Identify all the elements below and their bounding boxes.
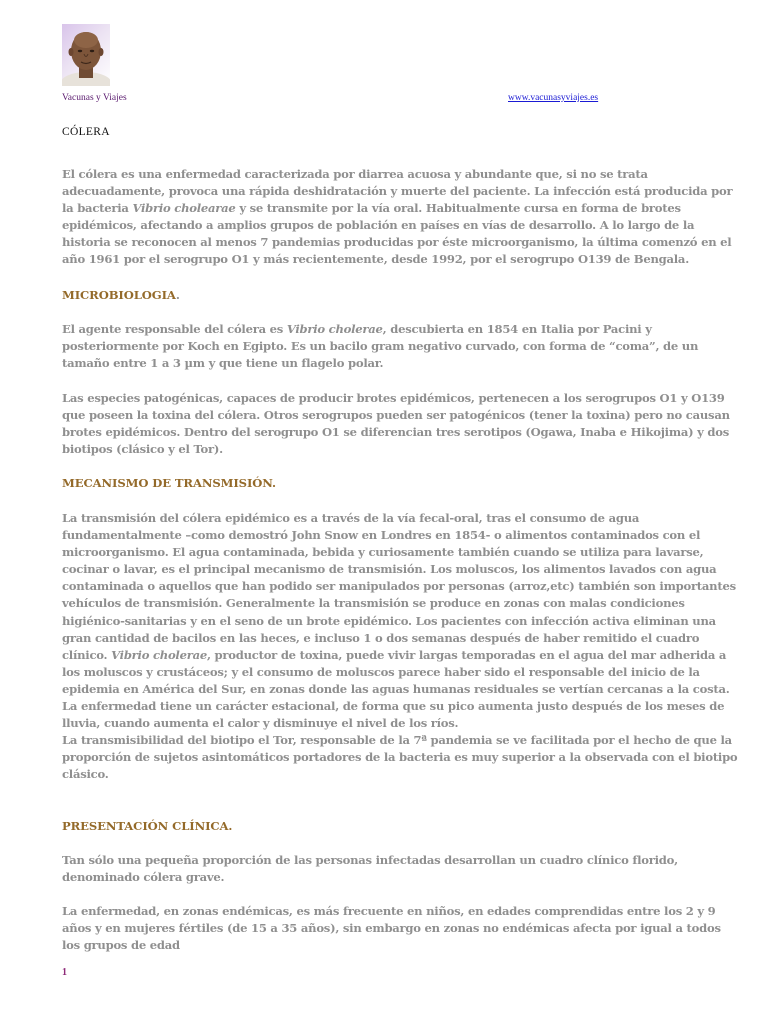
- transmision-paragraph-1: [62, 510, 742, 732]
- micro-p1-italic-species: Vibrio cholerae: [286, 322, 383, 336]
- site-url-link[interactable]: www.vacunasyviajes.es: [508, 93, 599, 103]
- portrait-image: [62, 24, 110, 86]
- section-heading-clinica: PRESENTACIÓN CLÍNICA.: [62, 819, 233, 833]
- trans-p2-text: La transmisibilidad del biotipo el Tor, responsable de la 7ª pandemia se ve facilitada por el hecho de que la proporción de sujetos asintomáticos portadores de la bacteria es muy superior a la observada con el biotipo clásico.: [62, 733, 738, 782]
- micro-p1-text-2: , descubierta en 1854 en Italia por Pacini y posteriormente por Koch en Egipto. Es un bacilo gram negativo curvado, con forma de “coma”, de un tamaño entre 1 a 3 µm y que tiene un flagelo polar.: [62, 322, 699, 371]
- trans-p1-italic-species: Vibrio cholerae: [111, 647, 207, 662]
- microbiologia-heading-text: MICROBIOLOGIA: [62, 288, 176, 302]
- clinica-p2-text: La enfermedad, en zonas endémicas, es más frecuente en niños, en edades comprendidas entre los 2 y 9 años y en mujeres fértiles (de 15 a 35 años), sin embargo en zonas no endémicas afecta por igual a todos los grupos de edad: [62, 904, 721, 953]
- intro-paragraph: [62, 166, 742, 269]
- page-number: 1: [62, 967, 67, 978]
- microbiologia-heading-dot: .: [175, 288, 180, 302]
- intro-italic-species: Vibrio cholearae: [132, 201, 236, 216]
- clinica-paragraph-1: [62, 852, 742, 886]
- intro-text-1: El cólera es una enfermedad caracterizada por diarrea acuosa y abundante que, si no se trata adecuadamente, provoca una rápida deshidratación y muerte del paciente. La infección está producida por la bacteria: [62, 167, 733, 216]
- section-heading-transmision: MECANISMO DE TRANSMISIÓN.: [62, 476, 276, 490]
- intro-text-2: y se transmite por la vía oral. Habitualmente cursa en forma de brotes epidémicos, afectando a amplios grupos de población en países en vías de desarrollo. A lo largo de la historia se reconocen al menos 7 pandemias producidas por éste microorganismo, la última comenzó en el año 1961 por el serogrupo O1 y más recientemente, desde 1992, por el serogrupo O139 de Bengala.: [62, 201, 732, 267]
- trans-p1-text-1: La transmisión del cólera epidémico es a través de la vía fecal-oral, tras el consumo de agua fundamentalmente –como demostró John Snow en Londres en 1854- o alimentos contaminados con el microorganismo. El agua contaminada, bebida y curiosamente también cuando se utiliza para lavarse, cocinar o lavar, es el principal mecanismo de transmisión. Los moluscos, los alimentos lavados con agua contaminada o aquellos que han podido ser manipulados por personas (arroz,etc) también son importantes vehículos de transmisión. Generalmente la transmisión se produce en zonas con malas condiciones higiénico-sanitarias y en el seno de un brote epidémico. Los pacientes con infección activa eliminan una gran cantidad de bacilos en las heces, e incluso 1 o dos semanas después de haber remitido el cuadro clínico.: [62, 511, 736, 662]
- clinica-paragraph-2: [62, 903, 742, 954]
- micro-p1-text-1: El agente responsable del cólera es: [62, 322, 287, 336]
- microbiologia-paragraph-2: [62, 390, 742, 458]
- section-heading-microbiologia: [62, 288, 180, 302]
- site-name: Vacunas y Viajes: [62, 93, 127, 103]
- trans-p1-text-2: , productor de toxina, puede vivir largas temporadas en el agua del mar adherida a los moluscos y crustáceos; y el consumo de moluscos parece haber sido el responsable del inicio de la epidemia en América del Sur, en zonas donde las aguas humanas residuales se vertían cercanas a la costa. La enfermedad tiene un carácter estacional, de forma que su pico aumenta justo después de los meses de lluvia, cuando aumenta el calor y disminuye el nivel de los ríos.: [62, 647, 730, 731]
- micro-p2-text: Las especies patogénicas, capaces de producir brotes epidémicos, pertenecen a los serogrupos O1 y O139 que poseen la toxina del cólera. Otros serogrupos pueden ser patogénicos (tener la toxina) pero no causan brotes epidémicos. Dentro del serogrupo O1 se diferencian tres serotipos (Ogawa, Inaba e Hikojima) y dos biotipos (clásico y el Tor).: [62, 391, 730, 457]
- clinica-p1-text: Tan sólo una pequeña proporción de las personas infectadas desarrollan un cuadro clínico florido, denominado cólera grave.: [62, 853, 678, 885]
- microbiologia-paragraph-1: [62, 321, 742, 372]
- transmision-paragraph-2: [62, 732, 742, 783]
- author-photo: [62, 24, 110, 86]
- document-title: CÓLERA: [62, 126, 110, 138]
